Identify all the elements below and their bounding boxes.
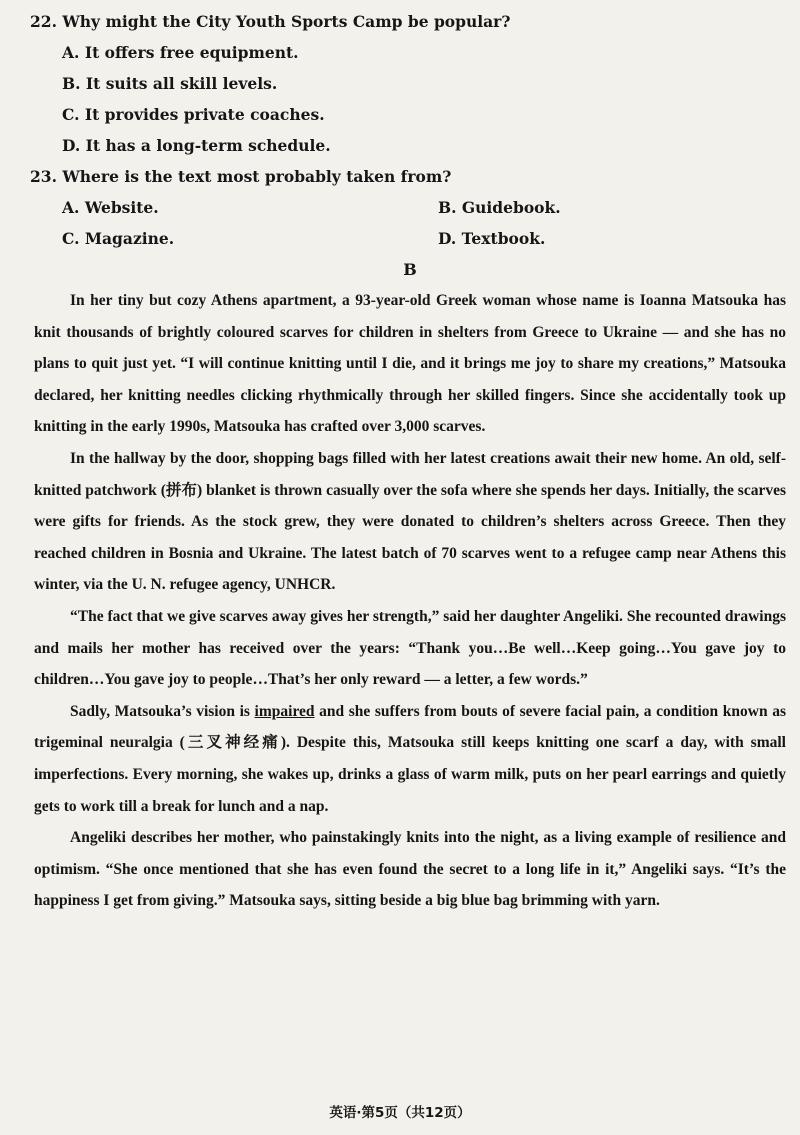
- option-b: B. Guidebook.: [438, 198, 561, 217]
- option-b: B. It suits all skill levels.: [62, 74, 278, 93]
- passage-paragraph: “The fact that we give scarves away gives her strength,” said her daughter Angeliki. She recounted drawings and mails her mother has received over the years: “Thank you…Be well…Keep going…You gave joy to children…You gave joy to people…That’s her only reward — a letter, a few words.”: [34, 607, 786, 689]
- option-d: D. Textbook.: [438, 229, 546, 248]
- option-c: C. Magazine.: [62, 229, 175, 248]
- option-a: A. Website.: [62, 198, 159, 217]
- question-stem: 23. Where is the text most probably taken from?: [30, 167, 452, 186]
- options-row: [34, 223, 786, 254]
- question-23: [30, 161, 786, 254]
- option-d: D. It has a long-term schedule.: [62, 136, 331, 155]
- question-stem: 22. Why might the City Youth Sports Camp be popular?: [30, 12, 511, 31]
- passage-paragraph: In the hallway by the door, shopping bags filled with her latest creations await their new home. An old, self-knitted patchwork (拼布) blanket is thrown casually over the sofa where she spends her days. Initially, the scarves were gifts for friends. As the stock grew, they were donated to children’s shelters across Greece. Then they reached children in Bosnia and Ukraine. The latest batch of 70 scarves went to a refugee camp near Athens this winter, via the U. N. refugee agency, UNHCR.: [34, 449, 786, 594]
- option-a: A. It offers free equipment.: [62, 43, 299, 62]
- option-c: C. It provides private coaches.: [62, 105, 325, 124]
- passage-paragraph: [34, 696, 786, 822]
- underlined-word: impaired: [254, 702, 315, 720]
- passage-paragraph: In her tiny but cozy Athens apartment, a 93-year-old Greek woman whose name is Ioanna Matsouka has knit thousands of brightly coloured scarves for children in shelters from Greece to Ukraine — and she has no plans to quit just yet. “I will continue knitting until I die, and it brings me joy to share my creations,” Matsouka declared, her knitting needles clicking rhythmically through her skilled fingers. Since she accidentally took up knitting in the early 1990s, Matsouka has crafted over 3,000 scarves.: [34, 292, 786, 436]
- passage-paragraph: Angeliki describes her mother, who painstakingly knits into the night, as a living example of resilience and optimism. “She once mentioned that she has even found the secret to a long life in it,” Angeliki says. “It’s the happiness I get from giving.” Matsouka says, sitting beside a big blue bag brimming with yarn.: [34, 829, 786, 910]
- question-22: [30, 6, 786, 161]
- page-footer: 英语·第5页（共12页）: [329, 1105, 471, 1121]
- paragraph-text: and she suffers from bouts of severe facial pain, a condition known as trigeminal neuralgia (三叉神经痛). Despite this, Matsouka still keeps knitting one scarf a day, with small imperfections. Every morning, she wakes up, drinks a glass of warm milk, puts on her pearl earrings and quietly gets to work till a break for lunch and a nap.: [34, 702, 786, 815]
- reading-passage: [34, 285, 786, 917]
- paragraph-text: Sadly, Matsouka’s vision is: [70, 702, 255, 720]
- options-row: [34, 192, 786, 223]
- section-label: B: [403, 260, 417, 279]
